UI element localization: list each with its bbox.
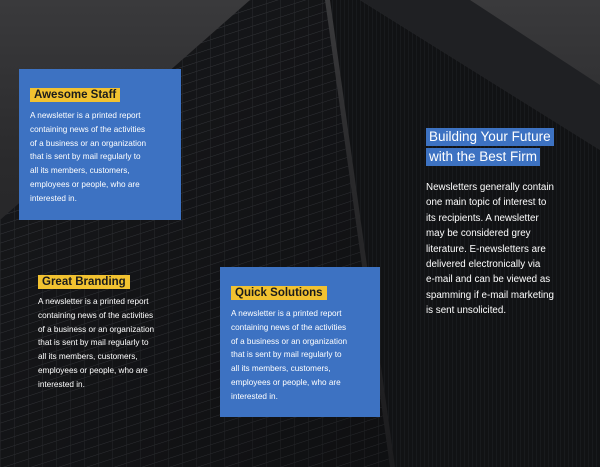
card-body-awesome-staff: A newsletter is a printed report containing news of the activities of a business or an organization that is sent by mail regularly to all its members, customers, employees or people, who are interested in. (30, 111, 147, 203)
card-quick-solutions (220, 267, 380, 417)
card-title-great-branding: Great Branding (38, 275, 130, 289)
feature-headline-line-2: with the Best Firm (426, 148, 540, 166)
block-great-branding (38, 272, 198, 392)
card-title-quick-solutions: Quick Solutions (231, 286, 327, 300)
card-awesome-staff (19, 69, 181, 220)
feature-headline-line-1: Building Your Future (426, 128, 554, 146)
feature-headline (426, 128, 596, 168)
card-title-awesome-staff: Awesome Staff (30, 88, 120, 102)
feature-body: Newsletters generally contain one main topic of interest to its recipients. A newsletter may be considered grey literature. E-newsletters are delivered electronically via e-mail and can be viewed as spamming if e-mail marketing is sent unsolicited. (426, 182, 554, 317)
card-body-great-branding: A newsletter is a printed report containing news of the activities of a business or an organization that is sent by mail regularly to all its members, customers, employees or people, who are interested in. (38, 297, 155, 389)
card-body-quick-solutions: A newsletter is a printed report containing news of the activities of a business or an organization that is sent by mail regularly to all its members, customers, employees or people, who are interested in. (231, 309, 348, 401)
feature-section (426, 128, 596, 319)
